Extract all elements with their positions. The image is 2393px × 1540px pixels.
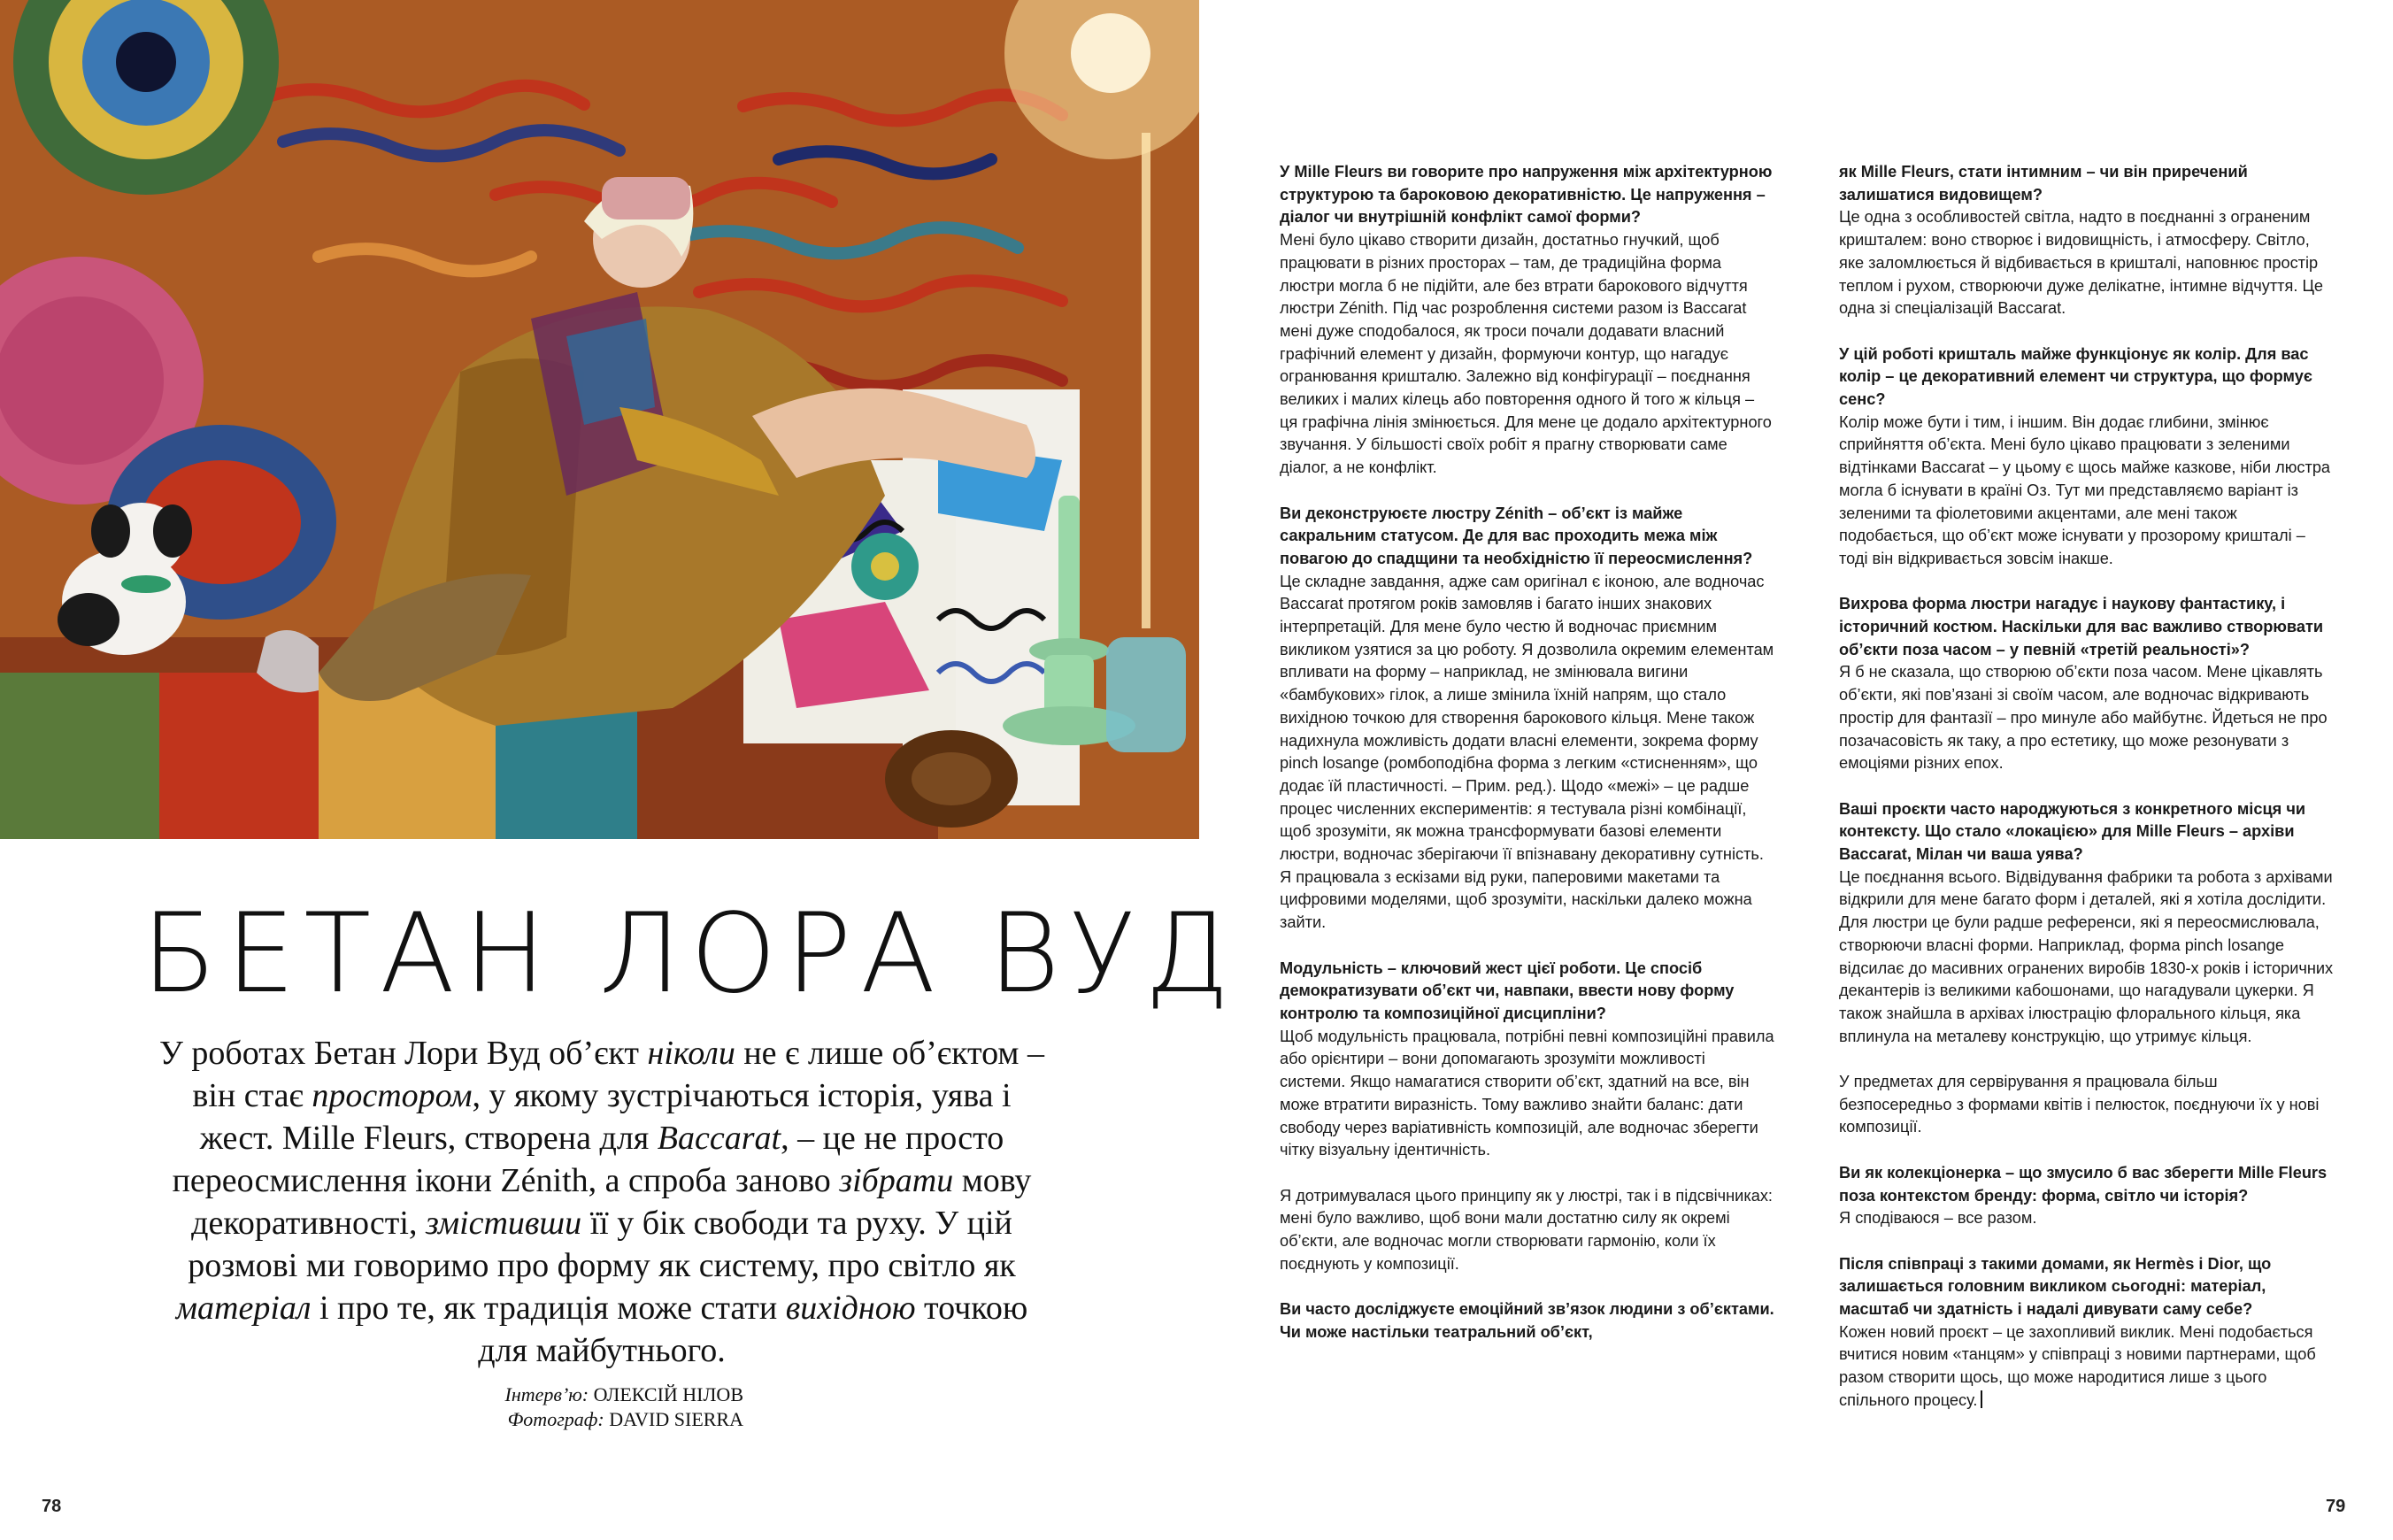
portrait-photo <box>0 0 1199 839</box>
lead-fragment: вихідною <box>785 1290 916 1327</box>
credit-interview-role: Інтерв’ю: <box>504 1383 589 1405</box>
lead-fragment: У роботах Бетан Лори Вуд об’єкт <box>159 1035 648 1072</box>
lead-fragment: матеріал <box>175 1290 312 1327</box>
interview-answer: Я дотримувалася цього принципу як у люстрі, так і в підсвічниках: мені було важливо, щоб вони мали достатню силу як окремі об’єкти, але водночас могли створювати гармонію, коли їх поєднують у композиції. <box>1280 1186 1773 1273</box>
interview-question: У Mille Fleurs ви говорите про напруження між архітектурною структурою та бароковою декоративністю. Це напруження – діалог чи внутрішній конфлікт самої форми? <box>1280 163 1773 227</box>
interview-answer: Я сподіваюся – все разом. <box>1839 1209 2037 1228</box>
credit-interview-name: ОЛЕКСІЙ НІЛОВ <box>593 1383 743 1405</box>
text-column-2 <box>1839 161 2335 1435</box>
lead-fragment: точкою для майбутнього. <box>478 1290 1028 1369</box>
interview-question: Модульність – ключовий жест цієї роботи. Це спосіб демократизувати об’єкт чи, навпаки, ввести нову форму контролю та композиційної дисципліни? <box>1280 959 1735 1022</box>
lead-fragment: простором <box>312 1077 473 1114</box>
interview-answer: Мені було цікаво створити дизайн, достатньо гнучкий, щоб працювати в різних просторах – там, де традиційна форма люстри могла б не підійти, але без втрати барокового відчуття люстри Zénith. Під час розроблення системи разом із Baccarat мені дуже сподобалося, як троси почали додавати власний графічний елемент у дизайн, формуючи контур, що нагадує огранювання кришталю. Залежно від конфігурації – поєднання великих і малих кілець або повторення одного й того ж кільця – ця графічна лінія змінюється. Для мене це додало архітектурного звучання. У більшості своїх робіт я прагну створювати саме діалог, а не конфлікт. <box>1280 231 1772 477</box>
page-number-right: 79 <box>2326 1497 2346 1516</box>
credit-photo <box>372 1407 743 1432</box>
interview-answer: Колір може бути і тим, і іншим. Він додає глибини, змінює сприйняття об’єкта. Мені було цікаво працювати з зеленими відтінками Baccarat – у цьому є щось майже казкове, ніби люстра могла б існувати в країні Оз. Тут ми представляємо варіант із зеленими та фіолетовими акцентами, але мені також подобається, що об’єкт може існувати у прозорому кришталі – тоді він відкривається зовсім інакше. <box>1839 412 2331 567</box>
text-column-1 <box>1280 161 1775 1344</box>
end-mark <box>1981 1390 1982 1408</box>
interview-question: як Mille Fleurs, стати інтимним – чи він приречений залишатися видовищем? <box>1839 163 2248 204</box>
lead-fragment: ніколи <box>647 1035 735 1072</box>
interview-question: Після співпраці з такими домами, як Hermès і Dior, що залишається головним викликом сьогодні: матеріал, масштаб чи здатність і надалі дивувати саму себе? <box>1839 1254 2272 1319</box>
credit-interview <box>372 1382 743 1407</box>
interview-answer: Це складне завдання, адже сам оригінал є іконою, але водночас Baccarat протягом років замовляв і багато інших знакових інтерпретацій. Для мене було честю й водночас приємним викликом узятися за цю роботу. Я дозволила окремим елементам впливати на форму – наприклад, не змінювала вигини «бамбукових» гілок, а лише змінила їхній напрям, що стало вихідною точкою для створення барокового кільця. Мене також надихнула можливість додати власні елементи, зокрема форму pinch losange (ромбоподібна форма з легким «стисненням», що додає їй пластичності. – Прим. ред.). Щодо «межі» – це радше процес численних експериментів: я тестувала різні комбінації, щоб зрозуміти, як можна трансформувати базові елементи люстри, водночас зберігаючи її впізнавану декоративну сутність. Я працювала з ескізами від руки, паперовими макетами та цифровими моделями, щоб зрозуміти, наскільки далеко можна зайти. <box>1280 572 1774 932</box>
lead-fragment: не є лише об’єктом – він стає <box>192 1035 1044 1114</box>
interview-question: Ви деконструюєте люстру Zénith – об’єкт із майже сакральним статусом. Де для вас проходить межа між повагою до спадщини та необхідністю її переосмислення? <box>1280 504 1753 567</box>
lamp-stand <box>1142 133 1150 628</box>
interview-answer: Це одна з особливостей світла, надто в поєднанні з ограненим кришталем: воно створює і видовищність, і атмосферу. Світло, яке заломлюється й відбивається в кришталі, наповнює простір теплом і рухом, створюючи дуже делікатне, інтимне відчуття. Це одна зі спеціалізацій Baccarat. <box>1839 208 2324 318</box>
lead-fragment: і про те, як традиція може стати <box>311 1290 786 1327</box>
lead-fragment: мову декоративності, <box>191 1162 1032 1242</box>
interview-question: Ви часто досліджуєте емоційний зв’язок людини з об’єктами. Чи може настільки театральний об’єкт, <box>1280 1300 1774 1341</box>
interview-question: Ваші проєкти часто народжуються з конкретного місця чи контексту. Що стало «локацією» для Mille Fleurs – архіви Baccarat, Мілан чи ваша уява? <box>1839 799 2306 864</box>
interview-question: У цій роботі кришталь майже функціонує як колір. Для вас колір – це декоративний елемент чи структура, що формує сенс? <box>1839 344 2312 409</box>
interview-question: Ви як колекціонерка – що змусило б вас зберегти Mille Fleurs поза контекстом бренду: форма, світло чи історія? <box>1839 1163 2328 1205</box>
interview-answer: У предметах для сервірування я працювала більш безпосередньо з формами квітів і пелюсток, поєднуючи їх у нові композиції. <box>1839 1073 2320 1136</box>
interview-question: Вихрова форма люстри нагадує і наукову фантастику, і історичний костюм. Наскільки для вас важливо створювати об’єкти поза часом – у певній «третій реальності»? <box>1839 595 2324 658</box>
lead-fragment: змістивши <box>425 1205 582 1242</box>
interview-answer: Це поєднання всього. Відвідування фабрики та робота з архівами відкрили для мене багато форм і деталей, які я хотіла дослідити. Для люстри це були радше референси, які я переосмислювала, створюючи власні форми. Наприклад, форма pinch losange відсилає до масивних огранених виробів 1830-х років і історичних декантерів із великими кабошонами, що нагадували цукерки. Я також знайшла в архівах ілюстрацію флорального кільця, яка вплинула на металеву конструкцію, що утримує кільця. <box>1839 867 2334 1045</box>
interview-answer: Кожен новий проєкт – це захопливий виклик. Мені подобається вчитися новим «танцям» у співпраці з новими партнерами, щоб разом створити щось, що може народитися лише з цього спільного процесу. <box>1839 1322 2316 1409</box>
interview-answer: Щоб модульність працювала, потрібні певні композиційні правила або орієнтири – вони допомагають зрозуміти можливості системи. Якщо намагатися створити об’єкт, здатний на все, він може втратити виразність. Тому важливо знайти баланс: дати свободу через варіативність композицій, але водночас зберегти чітку візуальну ідентичність. <box>1280 1027 1774 1159</box>
lead-paragraph <box>155 1032 1049 1372</box>
page-number-left: 78 <box>42 1497 62 1516</box>
interview-answer: Я б не сказала, що створюю об’єкти поза часом. Мене цікавлять об’єкти, які пов’язані зі своїм часом, але водночас відкривають простір для фантазії – про минуле або майбутнє. Йдеться не про позачасовість як таку, а про естетику, що може резонувати з емоціями різних епох. <box>1839 663 2328 773</box>
credits <box>372 1382 743 1432</box>
article-title: БЕТАН ЛОРА ВУД <box>142 890 1239 1018</box>
lead-fragment: її у бік свободи та руху. У цій розмові ми говоримо про форму як систему, про світло як <box>188 1205 1016 1284</box>
credit-photo-name: DAVID SIERRA <box>609 1408 743 1430</box>
photo-illustration <box>0 0 1199 839</box>
lead-fragment: зібрати <box>839 1162 954 1199</box>
lead-fragment: , у якому зустрічаються історія, уява і жест. Mille Fleurs, створена для <box>199 1077 1012 1157</box>
credit-photo-role: Фотограф: <box>507 1408 604 1430</box>
lead-fragment: Baccarat <box>657 1120 781 1157</box>
lead-fragment: , – це не просто переосмислення ікони Zénith, а спроба заново <box>172 1120 1004 1199</box>
